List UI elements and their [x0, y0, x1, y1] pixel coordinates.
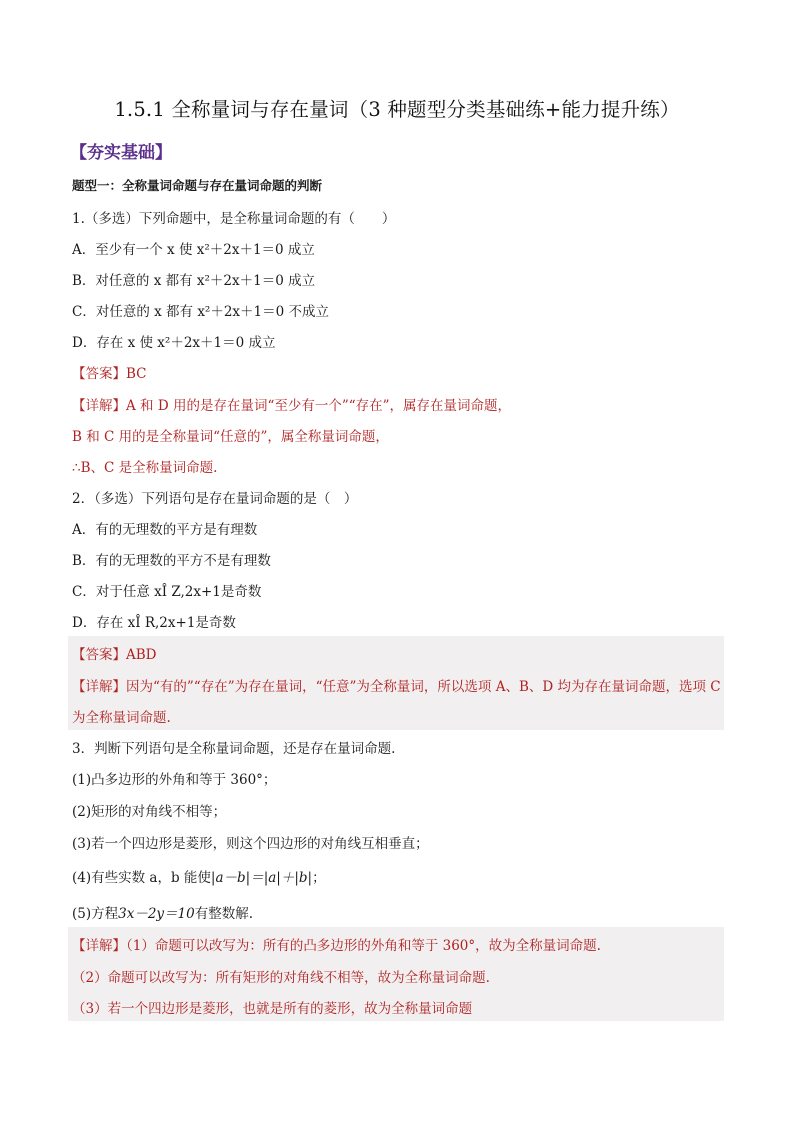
q1-stem: 1.（多选）下列命题中，是全称量词命题的有（ ）: [72, 211, 396, 227]
q2-detail-1: 【详解】因为“有的”“存在”为存在量词，“任意”为全称量词，所以选项 A、B、D 均为存在量词命题，选项 C: [72, 679, 721, 695]
q3-detail-3: （3）若一个四边形是菱形，也就是所有的菱形，故为全称量词命题: [72, 1001, 473, 1017]
q2-option-c: C．对于任意 xÎ Z,2x+1是奇数: [72, 584, 262, 600]
q2-option-d: D．存在 xÎ R,2x+1是奇数: [72, 615, 236, 631]
page-title: 1.5.1 全称量词与存在量词（3 种题型分类基础练+能力提升练）: [114, 98, 680, 121]
q3-statement-3: (3)若一个四边形是菱形，则这个四边形的对角线互相垂直；: [72, 836, 429, 852]
detail-tag: 【详解】: [72, 938, 126, 954]
answer-value: ABD: [126, 647, 157, 663]
q1-option-b: B．对任意的 x 都有 x²＋2x＋1＝0 成立: [72, 273, 316, 289]
q1-detail-2: B 和 C 用的是全称量词“任意的”，属全称量词命题，: [72, 429, 389, 445]
question-type-heading: 题型一：全称量词命题与存在量词命题的判断: [72, 178, 323, 193]
detail-tag: 【详解】: [72, 679, 126, 695]
answer-tag: 【答案】: [72, 366, 126, 382]
q2-option-a: A．有的无理数的平方是有理数: [72, 522, 258, 538]
q3-statement-2: (2)矩形的对角线不相等；: [72, 804, 227, 820]
q2-answer: [72, 643, 157, 663]
answer-tag: 【答案】: [72, 647, 126, 663]
q2-detail-2: 为全称量词命题.: [72, 710, 171, 726]
section-heading: 【夯实基础】: [70, 143, 172, 163]
q3-statement-4: (4)有些实数 a，b 能使|a－b|＝|a|＋|b|；: [72, 870, 326, 886]
q2-option-b: B．有的无理数的平方不是有理数: [72, 553, 271, 569]
q3-statement-5: (5)方程3x－2y＝10有整数解.: [72, 906, 254, 922]
q3-statement-1: (1)凸多边形的外角和等于 360°；: [72, 772, 277, 788]
q1-option-a: A．至少有一个 x 使 x²＋2x＋1＝0 成立: [72, 242, 315, 258]
answer-value: BC: [126, 366, 147, 382]
q2-stem: 2．（多选）下列语句是存在量词命题的是（ ）: [72, 491, 358, 507]
q3-detail-1: 【详解】（1）命题可以改写为：所有的凸多边形的外角和等于 360°，故为全称量词命题.: [72, 938, 601, 954]
detail-tag: 【详解】: [72, 398, 126, 414]
q3-detail-2: （2）命题可以改写为：所有矩形的对角线不相等，故为全称量词命题.: [72, 970, 490, 986]
q1-option-d: D．存在 x 使 x²＋2x＋1＝0 成立: [72, 335, 276, 351]
q3-stem: 3．判断下列语句是全称量词命题，还是存在量词命题.: [72, 741, 396, 757]
abs-formula: |a－b|＝|a|＋|b|: [210, 870, 313, 886]
q1-answer: [72, 362, 147, 382]
q1-detail-1: 【详解】A 和 D 用的是存在量词“至少有一个”“存在”，属存在量词命题，: [72, 398, 512, 414]
equation-formula: 3x－2y＝10: [118, 906, 195, 922]
q1-detail-3: ∴B、C 是全称量词命题.: [72, 460, 218, 476]
q1-option-c: C．对任意的 x 都有 x²＋2x＋1＝0 不成立: [72, 304, 330, 320]
